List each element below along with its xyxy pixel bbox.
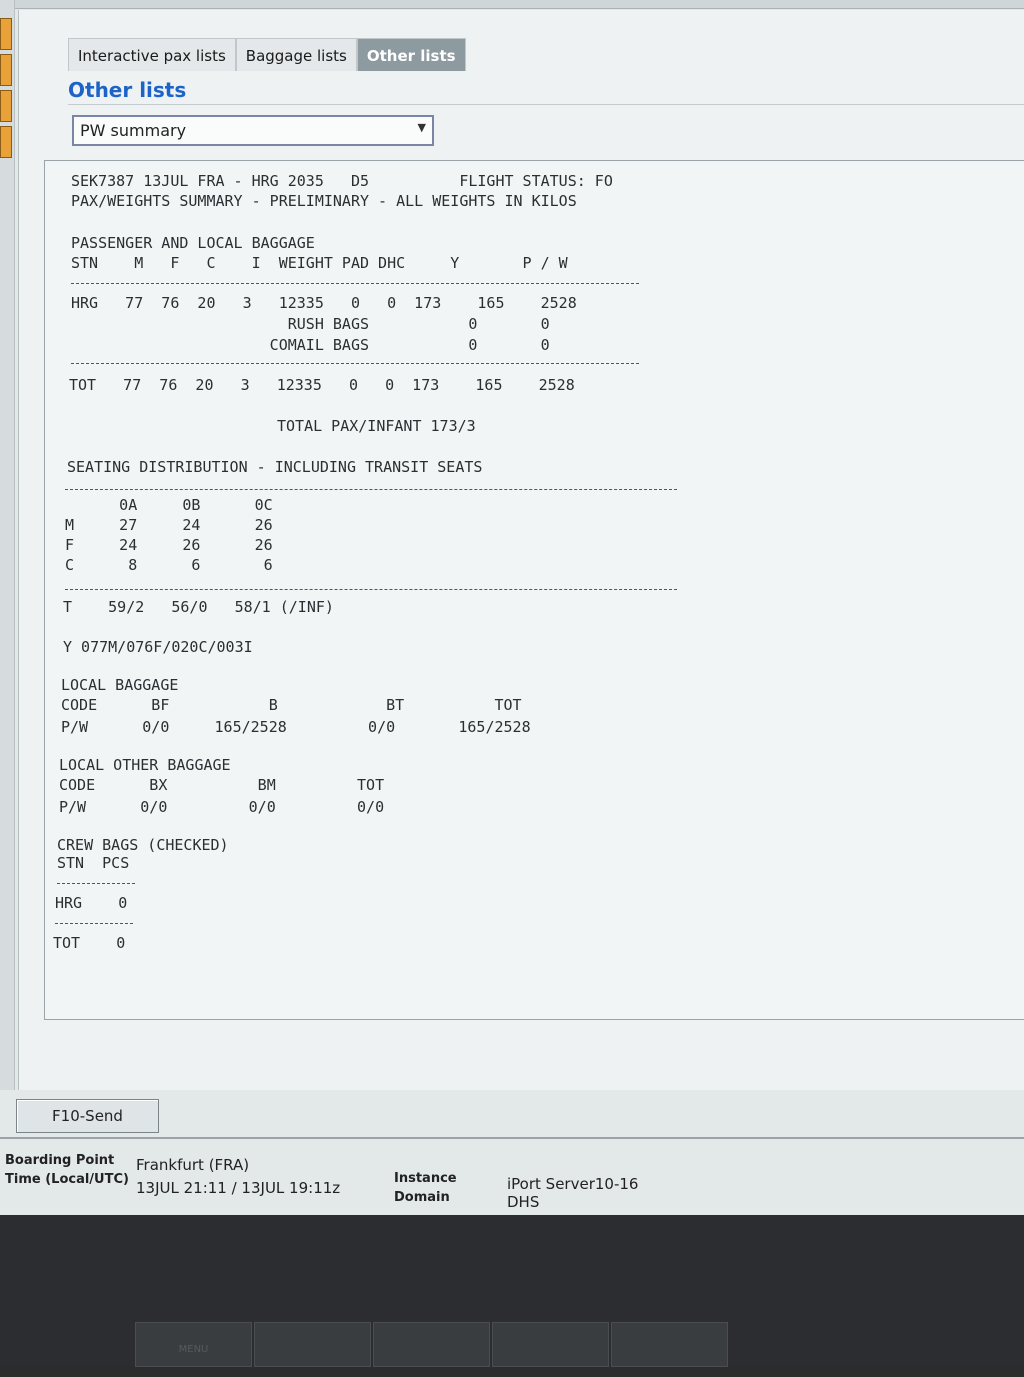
crew-bags-hrg: HRG 0 (55, 894, 128, 912)
tab-baggage-lists[interactable]: Baggage lists (236, 38, 357, 71)
local-other-baggage-title: LOCAL OTHER BAGGAGE (59, 756, 231, 774)
time-label: Time (Local/UTC) (5, 1172, 129, 1187)
menu-key[interactable]: MENU (135, 1322, 252, 1367)
title-divider (68, 104, 1024, 105)
rush-bags-row: RUSH BAGS 0 0 (71, 315, 550, 333)
bezel-key[interactable] (492, 1322, 609, 1367)
comail-bags-row: COMAIL BAGS 0 0 (71, 336, 550, 354)
tab-bar (68, 38, 466, 70)
bezel-key[interactable] (611, 1322, 728, 1367)
y-config-line: Y 077M/076F/020C/003I (63, 638, 253, 656)
dashed-divider (65, 489, 677, 490)
dropdown-arrow-icon[interactable]: ▼ (417, 121, 426, 134)
side-tab[interactable] (0, 18, 12, 50)
seating-row-f: F 24 26 26 (65, 536, 273, 554)
pax-row-tot: TOT 77 76 20 3 12335 0 0 173 165 2528 (69, 376, 575, 394)
domain-value: DHS (507, 1193, 540, 1211)
bezel-key[interactable] (373, 1322, 490, 1367)
crew-bags-header: STN PCS (57, 854, 130, 872)
seating-row-c: C 8 6 6 (65, 556, 273, 574)
seating-section-title: SEATING DISTRIBUTION - INCLUDING TRANSIT SEATS (67, 458, 483, 476)
dashed-divider (65, 589, 677, 590)
seating-row-t: T 59/2 56/0 58/1 (/INF) (63, 598, 334, 616)
crew-bags-title: CREW BAGS (CHECKED) (57, 836, 229, 854)
report-title-line: PAX/WEIGHTS SUMMARY - PRELIMINARY - ALL WEIGHTS IN KILOS (71, 192, 577, 210)
seating-header: 0A 0B 0C (65, 496, 273, 514)
pax-section-title: PASSENGER AND LOCAL BAGGAGE (71, 234, 315, 252)
seating-row-m: M 27 24 26 (65, 516, 273, 534)
window-top-bar (0, 0, 1024, 9)
total-pax-infant: TOTAL PAX/INFANT 173/3 (277, 417, 476, 435)
tab-other-lists[interactable]: Other lists (357, 38, 466, 71)
crew-bags-tot: TOT 0 (53, 934, 126, 952)
instance-label: Instance (394, 1171, 457, 1186)
bezel-key[interactable] (254, 1322, 371, 1367)
instance-value: iPort Server10-16 (507, 1175, 639, 1193)
report-flight-line: SEK7387 13JUL FRA - HRG 2035 D5 FLIGHT STATUS: FO (71, 172, 613, 190)
status-bar-divider (0, 1137, 1024, 1139)
local-baggage-code-row: CODE BF B BT TOT (61, 696, 522, 714)
dashed-divider (71, 283, 639, 284)
side-tab[interactable] (0, 126, 12, 158)
dashed-divider (71, 363, 639, 364)
local-baggage-pw-row: P/W 0/0 165/2528 0/0 165/2528 (61, 718, 531, 736)
section-title: Other lists (68, 78, 187, 102)
pax-row-hrg: HRG 77 76 20 3 12335 0 0 173 165 2528 (71, 294, 577, 312)
boarding-point-value: Frankfurt (FRA) (136, 1156, 250, 1174)
time-value: 13JUL 21:11 / 13JUL 19:11z (136, 1179, 341, 1197)
dropdown-selected-value: PW summary (80, 121, 187, 140)
local-baggage-title: LOCAL BAGGAGE (61, 676, 179, 694)
left-toolbar (0, 0, 15, 1090)
dashed-divider (57, 883, 135, 884)
side-tab[interactable] (0, 54, 12, 86)
f10-send-button[interactable]: F10-Send (16, 1099, 159, 1133)
tab-interactive-pax-lists[interactable]: Interactive pax lists (68, 38, 236, 71)
boarding-point-label: Boarding Point (5, 1153, 115, 1168)
pw-summary-report (44, 160, 1024, 1020)
pax-table-header: STN M F C I WEIGHT PAD DHC Y P / W (71, 254, 568, 272)
local-other-code-row: CODE BX BM TOT (59, 776, 385, 794)
domain-label: Domain (394, 1190, 450, 1205)
local-other-pw-row: P/W 0/0 0/0 0/0 (59, 798, 385, 816)
list-type-dropdown[interactable] (72, 115, 434, 146)
dashed-divider (55, 923, 133, 924)
side-tab[interactable] (0, 90, 12, 122)
